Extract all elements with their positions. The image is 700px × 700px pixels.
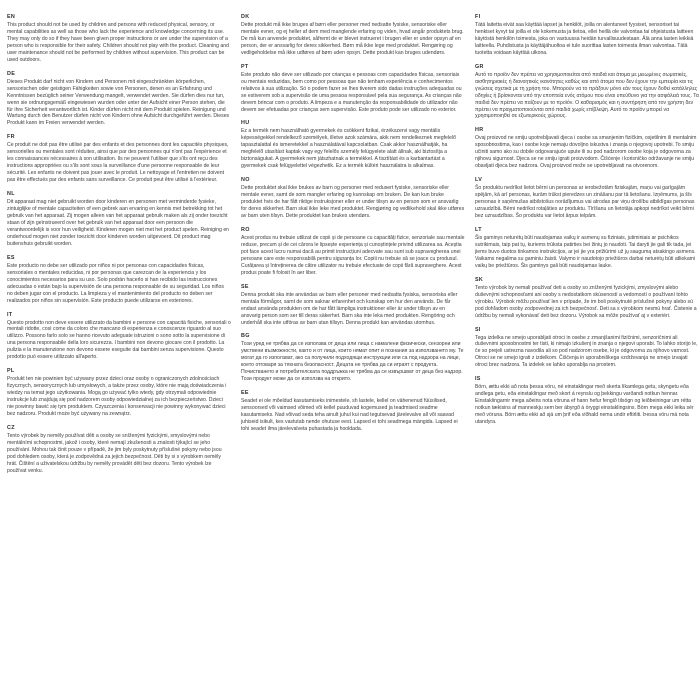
column-middle: [241, 14, 465, 700]
language-code: BG: [241, 333, 250, 340]
section-cz: [7, 425, 231, 475]
section-lt: [475, 227, 699, 270]
safety-text: Tega izdelka ne smejo uporabljati otroci in osebe z zmanjšanimi fizičnimi, senzoričnimi ali duševnimi sposobnostmi ter tisti, ki nimajo izkušenj in znanja o njegovi uporabi. To lahko storijo le, če so prejeli ustrezna navodila ali so pod nadzorom osebe, ki je odgovorna za njihovo varnost. Otroci se ne smejo igrati z izdelkom. Čiščenja in uporabniškega vzdrževanja ne smejo izvajati otroci brez nadzora. Ta izdelek se lahko uporablja na prostem.: [475, 334, 698, 369]
safety-text: Този уред не трябва да се използва от деца или лица с намалени физически, сензорни или умствени възможности, както и от лица, които нямат опит и познания за използването му. Те могат да го използват, ако са получили подходящи инструкции или са под надзора на лице, което отговаря за тяхната безопасност. Децата не трябва да си играят с продукта. Почистването и потребителската поддръжка не трябва да се извършват от деца без надзор. Този продукт може да се използва на открито.: [241, 341, 464, 383]
safety-text: Tento výrobek by neměly používat děti a osoby se sníženými fyzickými, smyslovými nebo mentálními schopnostmi, jakož i osoby, které nemají zkušenosti a znalosti týkající se jeho používání. Mohou tak činit pouze v případě, že jim byly poskytnuty příslušné pokyny nebo jsou pod dohledem osoby, která je zodpovědná za jejich bezpečnost. Děti by si s výrobkem neměly hrát. Čištění a uživatelskou údržbu by neměly provádět děti bez dozoru. Tento výrobek lze používat venku.: [7, 432, 222, 474]
safety-text: This product should not be used by children and persons with reduced physical, sensory, or mental capabilities as well as those who lack the experience and knowledge concerning its use. They may only do so if they have been given proper instructions or are under the supervision of a person who is responsible for their safety. Children should not play with the product. Cleaning and user maintenance should not be performed by children without supervision. This product can be used outdoors.: [7, 22, 229, 63]
safety-text: Šo produktu nedrīkst lietot bērni un personas ar ierobežotām fiziskajām, maņu vai garīgajām spējām, kā arī personas, kurām trūkst pieredzes un zināšanu par tā lietošanu. Izņēmums, ja šīs personas ir saņēmušas atbilstošus norādījumus vai atrodas par viņu drošību atbildīgas personas uzraudzībā. Bērni nedrīkst rotaļāties ar produktu. Tīrīšanu un lietotāja apkopi nedrīkst veikt bērni bez uzraudzības. Šo produktu var lietot ārpus telpām.: [475, 185, 695, 220]
safety-text: Ce produit ne doit pas être utilisé par des enfants et des personnes dont les capacités physiques, sensorielles ou mentales sont réduites, ainsi que par des personnes qui n'ont pas l'expérience et les connaissances nécessaires à son utilisation. Ils ne peuvent l'utiliser que s'ils ont reçu des instructions appropriées ou s'ils sont sous la surveillance d'une personne responsable de leur sécurité. Les enfants ne doivent pas jouer avec le produit. Le nettoyage et l'entretien ne doivent pas être effectués par des enfants sans surveillance. Ce produit peut être utilisé à l'extérieur.: [7, 142, 229, 184]
section-pl: [7, 368, 231, 418]
section-is: [475, 376, 699, 426]
language-code: FI: [475, 14, 481, 20]
safety-text: Questo prodotto non deve essere utilizzato da bambini e persone con capacità fisiche, sensoriali o mentali ridotte, così come da coloro che mancano di esperienza e conoscenze riguardo al suo utilizzo. Possono farlo solo se hanno ricevuto adeguate istruzioni o sono sotto la supervisione di una persona responsabile della loro sicurezza. I bambini non devono giocare con il prodotto. La pulizia e la manutenzione non devono essere eseguite dai bambini senza supervisione. Questo prodotto può essere utilizzato all'aperto.: [7, 319, 231, 361]
safety-text: Este producto no debe ser utilizado por niños ni por personas con capacidades físicas, sensoriales o mentales reducidas, ni por personas que carezcan de la experiencia y los conocimientos necesarios para su uso. Solo podrán hacerlo si han recibido las instrucciones adecuadas o están bajo la supervisión de una persona responsable de su seguridad. Los niños no deben jugar con el producto. La limpieza y el mantenimiento del producto no deben ser realizados por niños sin supervisión. Este producto puede utilizarse en exteriores.: [7, 262, 224, 304]
section-bg: [241, 333, 465, 383]
language-code: HU: [241, 120, 250, 127]
safety-text: Börn, ættu ekki að nota þessa vöru, né einstaklingar með skerta líkamlega getu, skyngetu eða andlega getu, eða einstaklingar með skort á reynslu og þekkingu varðandi notkun hennar. Einstaklingarnir mega aðeins nota vöruna ef hann hefur fengið tilsögn og leiðbeiningar um rétta notkun tækisins af manneskju sem ber ábyrgð á öryggi einstaklingsins. Börn mega ekki leika sér með vöruna. Börn ættu ekki að sjá um þrif eða viðhald nema undir eftirliti. Þessa vöru má nota utandyra.: [475, 384, 694, 426]
section-it: [7, 312, 231, 362]
safety-text: Ez a termék nem használható gyermekek és csökkent fizikai, érzékszervi vagy mentális képességekkel rendelkező személyek, illetve azok számára, akik nem rendelkeznek megfelelő tapasztalattal és ismeretekkel a használatával kapcsolatban. Csak akkor használhatják, ha megfelelő utasítást kaptak vagy egy felelős személy felügyelete alatt állnak, aki biztosítja a biztonságukat. A gyermekek nem játszhatnak a termékkel. A tisztítást és a karbantartást a gyermekek csak felügyelettel végezhetik. Ez a termék kültéri használatra is alkalmas.: [241, 128, 456, 170]
section-si: [475, 327, 699, 370]
safety-text: Αυτό το προϊόν δεν πρέπει να χρησιμοποιείται από παιδιά και άτομα με μειωμένες σωματικές, αισθητηριακές ή διανοητικές ικανότητες καθώς και από άτομα που δεν έχουν την εμπειρία και τις γνώσεις σχετικά με τη χρήση του. Μπορούν να το πράξουν μόνο εάν τους έχουν δοθεί κατάλληλες οδηγίες ή βρίσκονται υπό την εποπτεία ενός ατόμου που είναι υπεύθυνο για την ασφάλειά τους. Τα παιδιά δεν πρέπει να παίζουν με το προϊόν. Ο καθαρισμός και η συντήρηση από τον χρήστη δεν πρέπει να πραγματοποιούνται από παιδιά χωρίς επίβλεψη. Αυτό το προϊόν μπορεί να χρησιμοποιηθεί σε εξωτερικούς χώρους.: [475, 71, 699, 120]
section-nl: [7, 191, 231, 248]
safety-text: Dieses Produkt darf nicht von Kindern und Personen mit eingeschränkten körperlichen, sensorischen oder geistigen Fähigkeiten sowie von Personen, denen es an Erfahrung und Kenntnissen bezüglich seiner Verwendung mangelt, verwendet werden. Sie dürfen dies nur tun, wenn sie ordnungsgemäß eingewiesen wurden oder unter der Aufsicht einer Person stehen, die für ihre Sicherheit verantwortlich ist. Kinder dürfen nicht mit dem Produkt spielen. Reinigung und Wartung durch den Benutzer dürfen nicht von Kindern ohne Aufsicht durchgeführt werden. Dieses Produkt kann im Freien verwendet werden.: [7, 78, 230, 127]
language-code: LT: [475, 226, 482, 233]
language-code: SE: [241, 283, 249, 290]
section-gr: [475, 64, 699, 121]
language-code: DK: [241, 14, 250, 20]
column-left: [7, 14, 231, 700]
language-code: NL: [7, 191, 15, 198]
language-code: SI: [475, 326, 481, 333]
safety-text: Šis gaminys neturėtų būti naudojamas vaikų ir asmenų su fiziniais, jutiminiais ar psichikos sutrikimais, taip pat tų, kuriems trūksta patirties bei žinių jo naudoti. Tai daryti jie gali tik tada, jei jiems buvo duotos tinkamos instrukcijos, ar jei jie yra prižiūrimi už jų saugumą atsakingo asmens. Vaikams negalima su gaminiu žaisti. Valymo ir naudotojo priežiūros darbai neturėtų būti atliekami vaikų be priežiūros. Šis gaminys gali būti naudojamas lauke.: [475, 234, 696, 269]
safety-text: Acest produs nu trebuie utilizat de copii și de persoane cu capacități fizice, senzoriale sau mentale reduse, precum și de cei cărora le lipsește experiența și cunoștințele privind utilizarea sa. Aceștia pot face acest lucru numai dacă au primit instrucțiuni adecvate sau sunt sub supravegherea unei persoane care este responsabilă pentru siguranța lor. Copiii nu trebuie să se joace cu produsul. Curățarea și întreținerea de către utilizator nu trebuie efectuate de copii fără supraveghere. Acest produs poate fi folosit în aer liber.: [241, 234, 465, 276]
section-hr: [475, 127, 699, 170]
section-se: [241, 284, 465, 327]
language-code: LV: [475, 177, 483, 184]
language-code: SK: [475, 276, 484, 283]
language-code: FR: [7, 134, 15, 141]
section-hu: [241, 120, 465, 170]
safety-text: Tätä laitetta eivät saa käyttää lapset ja henkilöt, joilla on alentuneet fyysiset, sensoriset tai henkiset kyvyt tai joilla ei ole kokemusta ja tietoa, ellei heillä ole valvontaa tai ohjeistusta laitteen käytöstä henkilön toimesta, joka on vastuussa heidän turvallisuudestaan. Älä anna lasten leikkiä laitteella. Puhdistusta ja käyttäjähuoltoa ei tule suorittaa lasten toimesta ilman valvontaa. Tätä tuotetta voidaan käyttää ulkona.: [475, 22, 694, 56]
language-code: GR: [475, 63, 484, 70]
language-code: NO: [241, 177, 250, 184]
language-code: IS: [475, 376, 481, 383]
section-no: [241, 177, 465, 220]
section-ee: [241, 390, 465, 433]
language-code: EE: [241, 390, 249, 397]
section-sk: [475, 277, 699, 320]
language-code: CZ: [7, 424, 15, 431]
safety-text: Produkt ten nie powinien być używany przez dzieci oraz osoby o ograniczonych zdolnościach fizycznych, sensorycznych lub umysłowych, a także przez osoby, które nie mają doświadczenia i wiedzy na temat jego użytkowania. Mogą go używać tylko wtedy, gdy otrzymali odpowiednie instrukcje lub znajdują się pod nadzorem osoby odpowiedzialnej za ich bezpieczeństwo. Dzieci nie powinny bawić się tym produktem. Czyszczenia i konserwacji nie powinny wykonywać dzieci bez nadzoru. Produkt może być używany na zewnątrz.: [7, 376, 227, 417]
section-ro: [241, 227, 465, 277]
safety-text: Dette produktet skal ikke brukes av barn og personer med redusert fysiske, sensoriske eller mentale evner, samt de som mangler erfaring og kunnskap om bruken. De kan kun bruke produktet hvis de har fått riktige instruksjoner eller er under tilsyn av en person som er ansvarlig for deres sikkerhet. Barn skal ikke leke med produktet. Rengjøring og vedlikehold skal ikke utføres av barn uten tilsyn. Dette produktet kan brukes utendørs.: [241, 185, 465, 220]
section-dk: [241, 14, 465, 57]
column-right: [475, 14, 699, 700]
section-de: [7, 71, 231, 128]
safety-text: Denna produkt ska inte användas av barn eller personer med nedsatta fysiska, sensoriska eller mentala förmågor, samt de som saknar erfarenhet och kunskap om hur den används. De får endast använda produkten om de har fått lämpliga instruktioner eller är under tillsyn av en ansvarig person som ser till deras säkerhet. Barn ska inte leka med produkten. Rengöring och underhåll ska inte utföras av barn utan tillsyn. Denna produkt kan användas utomhus.: [241, 291, 458, 326]
safety-text: Tento výrobok by nemali používať deti a osoby so zníženými fyzickými, zmyslovými alebo duševnými schopnosťami ani osoby s nedostatkom skúseností a vedomostí o používaní tohto výrobku. Výrobok môžu používať len v prípade, že im boli poskytnuté príslušné pokyny alebo sú pod dohľadom osoby zodpovednej za ich bezpečnosť. Deti sa s výrobkom nesmú hrať. Čistenie a údržbu by nemali vykonávať deti bez dozoru. Výrobok sa môže používať aj v exteriéri.: [475, 284, 697, 319]
language-code: RO: [241, 226, 250, 233]
language-code: ES: [7, 254, 15, 261]
language-code: PT: [241, 63, 249, 70]
language-code: HR: [475, 127, 484, 134]
section-pt: [241, 64, 465, 114]
section-fi: [475, 14, 699, 57]
safety-text: Este produto não deve ser utilizado por crianças e pessoas com capacidades físicas, sensoriais ou mentais reduzidas, bem como por pessoas que não tenham experiência e conhecimentos relativos à sua utilização. Só o podem fazer se lhes tiverem sido dadas instruções adequadas ou se estiverem sob a supervisão de uma pessoa responsável pela sua segurança. As crianças não devem brincar com o produto. A limpeza e a manutenção da responsabilidade do utilizador não devem ser efetuadas por crianças sem supervisão. Este produto pode ser utilizado no exterior.: [241, 71, 462, 113]
safety-text: Dit apparaat mag niet gebruikt worden door kinderen en personen met verminderde fysieke, zintuiglijke of mentale capaciteiten of een gebrek aan ervaring en kennis met betrekking tot het gebruik van het apparaat. Zij mogen alleen van het apparaat gebruik maken als zij onder toezicht staan of zijn geïnstrueerd over het gebruik van het apparaat door een persoon die verantwoordelijk is voor hun veiligheid. Kinderen mogen niet met het product spelen. Reiniging en onderhoud mogen niet zonder toezicht door kinderen worden uitgevoerd. Dit product mag buitenshuis gebruikt worden.: [7, 199, 230, 247]
safety-text: Dette produkt må ikke bruges af børn eller personer med nedsatte fysiske, sensoriske eller mentale evner, og ej heller af dem med manglende erfaring og viden, hvad angår produktets brug. De må kun anvende produktet, såfremt de er blevet instrueret i brugen eller er under opsyn af en person, der er ansvarlig for deres sikkerhed. Børn må ikke lege med produktet. Rengøring og vedligeholdelse må ikke udføres af børn uden opsyn. Dette produkt kan bruges udendørs.: [241, 22, 464, 56]
language-code: PL: [7, 368, 15, 375]
section-en: [7, 14, 231, 64]
language-code: EN: [7, 14, 16, 20]
safety-text: Ovaj proizvod ne smiju upotrebljavati djeca i osobe sa smanjenim fizičkim, osjetilnim ili mentalnim sposobnostima, kao i osobe koje nemaju dovoljno iskustva i znanja o njegovoj upotrebi. To smiju učiniti samo ako su dobile odgovarajuće upute ili su pod nadzorom osobe koja je odgovorna za njihovu sigurnost. Djeca se ne smiju igrati proizvodom. Čišćenje i korisničko održavanje ne smiju obavljati djeca bez nadzora. Ovaj proizvod može se upotrebljavati na otvorenom.: [475, 135, 697, 170]
section-es: [7, 255, 231, 305]
section-lv: [475, 177, 699, 220]
section-fr: [7, 134, 231, 184]
language-code: IT: [7, 311, 13, 318]
language-code: DE: [7, 70, 16, 77]
safety-text: Seadet ei ole mõeldud kasutamiseks inimestele, sh lastele, kellel on vähenenud füüsilised, sensoorsed või vaimsed võimed või kellel puuduvad kogemused ja teadmised seadme kasutamiseks. Nad võivad seda teha ainult juhul kui nad tegutsevad järelevalve all või saavad juhiseid isikult, kes vastutab nende ohutuse eest. Lapsed ei tohi seadmega mängida. Lapsed ei tohi seadet ilma järelevalveta puhastada ja hooldada.: [241, 398, 458, 432]
